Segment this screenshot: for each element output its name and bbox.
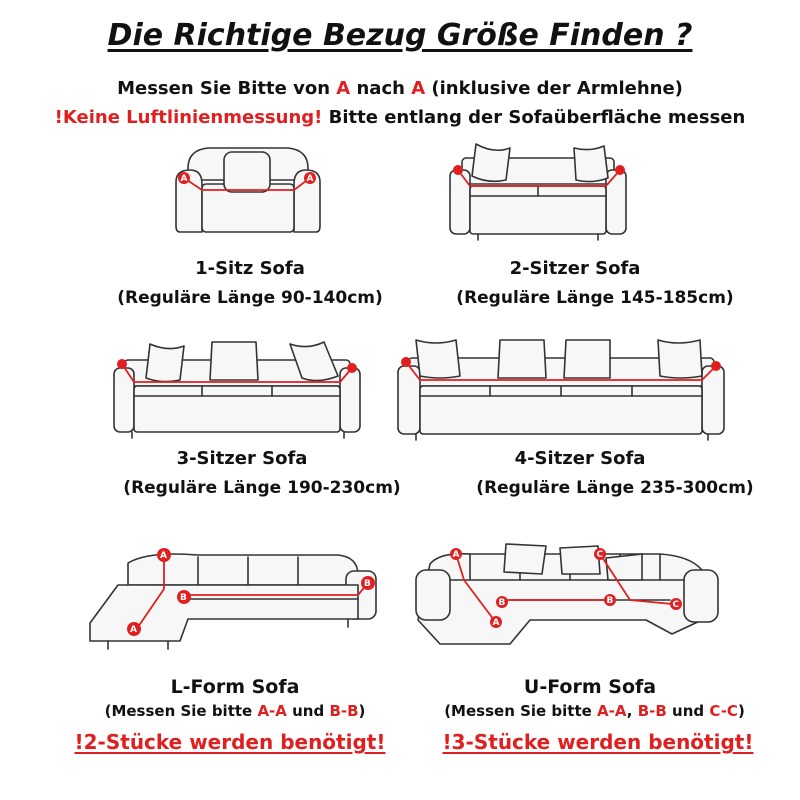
uform-note: !3-Stücke werden benötigt! — [442, 730, 754, 754]
svg-text:A: A — [306, 174, 314, 184]
sofa-4-range: (Reguläre Länge 235-300cm) — [476, 478, 754, 498]
svg-text:A: A — [160, 551, 167, 561]
svg-text:B: B — [498, 598, 506, 608]
three-seat-sofa-illustration — [112, 338, 362, 438]
uform-measure: (Messen Sie bitte A-A, B-B und C-C) — [444, 702, 745, 720]
intro-line-1: Messen Sie Bitte von A nach A (inklusive der Armlehne) — [117, 78, 683, 99]
svg-text:A: A — [492, 618, 500, 628]
svg-text:B: B — [180, 593, 187, 603]
lform-measure: (Messen Sie bitte A-A und B-B) — [104, 702, 366, 720]
sofa-3-range: (Reguläre Länge 190-230cm) — [123, 478, 401, 498]
sofa-2-name: 2-Sitzer Sofa — [509, 258, 641, 279]
one-seat-sofa-illustration — [168, 140, 328, 240]
u-form-sofa-illustration — [410, 540, 720, 660]
l-form-sofa-illustration — [88, 545, 388, 655]
svg-text:A: A — [130, 625, 137, 635]
sofa-3-name: 3-Sitzer Sofa — [176, 448, 308, 469]
sofa-2-range: (Reguläre Länge 145-185cm) — [456, 288, 734, 308]
svg-text:A: A — [452, 550, 460, 560]
page-title: Die Richtige Bezug Größe Finden ? — [107, 18, 693, 53]
uform-name: U-Form Sofa — [523, 676, 657, 698]
two-seat-sofa-illustration — [448, 140, 628, 240]
svg-text:C: C — [672, 600, 680, 610]
svg-text:A: A — [180, 174, 188, 184]
svg-text:B: B — [606, 596, 614, 606]
sofa-4-name: 4-Sitzer Sofa — [514, 448, 646, 469]
svg-text:B: B — [364, 579, 371, 589]
intro-line-2: !Keine Luftlinienmessung! Bitte entlang der Sofaüberfläche messen — [54, 107, 746, 128]
sofa-1-name: 1-Sitz Sofa — [195, 258, 305, 279]
sofa-1-range: (Reguläre Länge 90-140cm) — [117, 288, 383, 308]
four-seat-sofa-illustration — [396, 332, 726, 442]
lform-name: L-Form Sofa — [170, 676, 300, 698]
lform-note: !2-Stücke werden benötigt! — [74, 730, 386, 754]
svg-text:C: C — [596, 550, 604, 560]
